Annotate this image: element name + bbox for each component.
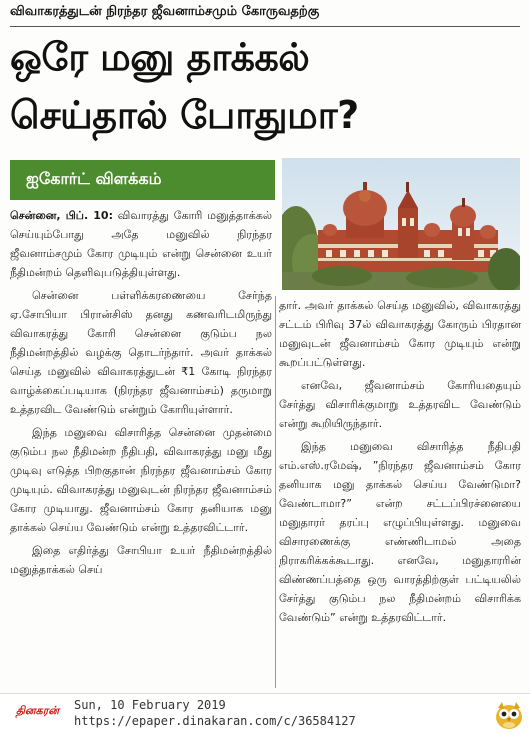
section-label-bar [10,160,275,200]
paragraph-5: தார். அவர் தாக்கல் செய்த மனுவில், விவாகரத்து சட்டம் பிரிவு 37ல் விவாகரத்து கோரும் பிரதான மனுவுடன் ஜீவனாம்சம் கோர முடியும் என்று கூறப்பட்டுள்ளது. [279,299,521,369]
dinakaran-logo: தினகரன் [16,704,60,717]
paragraph-1-text: விவாரத்து கோரி மனுத்தாக்கல் செய்யும்போது அதே மனுவில் நிரந்தர ஜீவனாம்சமும் கோர முடியும் என்று சென்னை உயர் நீதிமன்றம் தெளிவுபடுத்தியுள்ளது. [10,209,272,279]
owl-icon [494,700,524,730]
paragraph-6: எனவே, ஜீவனாம்சம் கோரியதையும் சேர்த்து விசாரிக்குமாறு உத்தரவிட வேண்டும் என்று கூறியிருந்தார். [279,379,521,430]
article-kicker: விவாகரத்துடன் நிரந்தர ஜீவனாம்சமும் கோருவதற்கு [10,4,320,19]
article-dateline: சென்னை, பிப். 10: [10,209,113,222]
epaper-link[interactable]: https://epaper.dinakaran.com/c/36584127 [74,714,356,728]
paragraph-1 [10,206,272,282]
headline-line-2: செய்தால் போதுமா? [10,93,359,137]
high-court-photo [282,158,520,290]
publication-date: Sun, 10 February 2019 [74,698,226,712]
high-court-building-image [282,158,520,290]
section-label: ஐகோர்ட் விளக்கம் [26,169,162,188]
kicker-divider [10,26,520,27]
headline-line-1: ஒரே மனு தாக்கல் [10,35,310,79]
paragraph-3: இந்த மனுவை விசாரித்த சென்னை முதன்மை குடும்ப நல நீதிமன்ற நீதிபதி, விவாகரத்து மனு மீது முடிவு எடுத்த பிறகுதான் நிரந்தர ஜீவனாம்சம் கோர முடியும். விவாகரத்து மனுவுடன் நிரந்தர ஜீவனாம்சம் கோர முடியாது. ஜீவனாம்சம் கோர தனியாக மனு தாக்கல் செய்ய வேண்டும் என்று உத்தரவிட்டார். [10,426,272,534]
column-divider [275,296,276,688]
article-column-right [279,296,521,692]
article-column-left [10,206,272,692]
epaper-footer [0,693,530,734]
paragraph-2: சென்னை பள்ளிக்கரணையை சேர்ந்த ஏ.சோபியா பிரான்சிஸ் தனது கணவரிடமிருந்து விவாகரத்து கோரி சென்னை குடும்ப நல நீதிமன்றத்தில் வழக்கு தொடர்ந்தார். அவர் தாக்கல் செய்த மனுவில் விவாகரத்துடன் ₹1 கோடி நிரந்தர வாழ்க்கைப்படியாக (நிரந்தர ஜீவனாம்சம்) தருமாறு உத்தரவிட வேண்டும் என்றும் கோரியுள்ளார். [10,289,272,416]
paragraph-4: இதை எதிர்த்து சோபியா உயர் நீதிமன்றத்தில் மனுத்தாக்கல் செய் [10,544,272,576]
paragraph-7: இந்த மனுவை விசாரித்த நீதிபதி எம்.எஸ்.ரமேஷ், ”நிரந்தர ஜீவனாம்சம் கோர தனியாக மனு தாக்கல் செய்ய வேண்டுமா? வேண்டாமா?” என்ற சட்டப்பிரச்னையை மனுதாரர் தரப்பு எழுப்பியுள்ளது. மனுவை விசாரணைக்கு எண்ணிடாமல் அதை நிராகரிக்கக்கூடாது. எனவே, மனுதாரரின் விண்ணப்பத்தை ஒரு வாரத்திற்குள் பட்டியலில் சேர்த்து குடும்ப நல நீதிமன்றம் விசாரிக்க வேண்டும்” என்று உத்தரவிட்டார். [279,440,521,624]
